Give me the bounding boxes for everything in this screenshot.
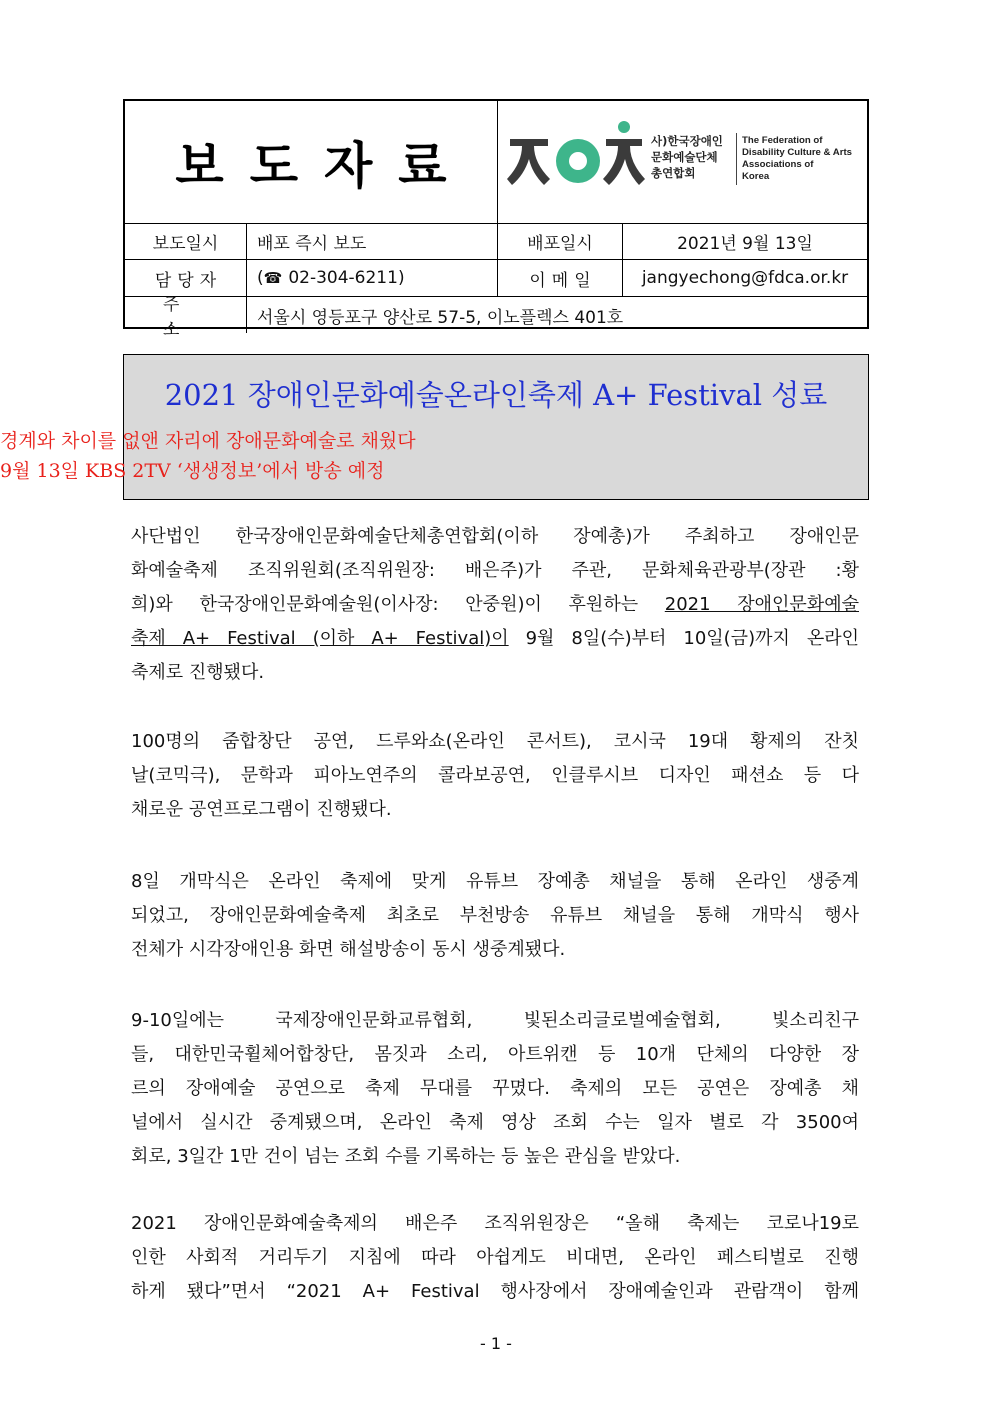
paragraph-4 <box>131 1004 859 1174</box>
line-segment: 9월 8일(수)부터 10일(금)까지 온라인 <box>508 628 859 649</box>
paragraph-1 <box>131 520 859 690</box>
paragraph-5 <box>131 1207 859 1309</box>
contact-value-cell <box>247 260 498 296</box>
release-date-value: 배포 즉시 보도 <box>247 223 498 259</box>
release-date-label: 보도일시 <box>125 223 247 259</box>
paragraph-line: 되었고, 장애인문화예술축제 최초로 부천방송 유튜브 채널을 통해 개막식 행사 <box>131 905 859 926</box>
header-top-row <box>125 101 867 224</box>
paragraph-line: 9-10일에는 국제장애인문화교류협회, 빛된소리글로벌예술협회, 빛소리친구 <box>131 1010 859 1031</box>
headline-subtitle-1: 경계와 차이를 없앤 자리에 장애문화예술로 채웠다 <box>0 430 416 452</box>
paragraph-line: 채로운 공연프로그램이 진행됐다. <box>131 799 392 820</box>
paragraph-3 <box>131 865 859 967</box>
logo-english-name: The Federation of Disability Culture & Arts Associations of Korea <box>742 135 852 182</box>
contact-prefix: ( <box>257 268 264 288</box>
email-value[interactable]: jangyechong@fdca.or.kr <box>641 268 849 288</box>
logo-divider <box>736 133 737 185</box>
page-number: - 1 - <box>480 1334 512 1353</box>
line-segment: 희)와 한국장애인문화예술원(이사장: 안중원)이 후원하는 <box>131 594 665 615</box>
address-label: 주소 <box>163 295 218 340</box>
address-value: 서울시 영등포구 양산로 57-5, 이노플렉스 401호 <box>257 307 624 328</box>
paragraph-line: 100명의 줌합창단 공연, 드루와쇼(온라인 콘서트), 코시국 19대 황제의 잔칫 <box>131 731 859 752</box>
headline-title: 2021 장애인문화예술온라인축제 A+ Festival 성료 <box>164 378 828 412</box>
email-label: 이메일 <box>529 270 597 291</box>
address-label-cell <box>125 295 247 340</box>
logo-korean-name: 사)한국장애인 문화예술단체 총연합회 <box>651 134 723 180</box>
paragraph-line: 화예술축제 조직위원회(조직위원장: 배은주)가 주관, 문화체육관광부(장관 :황 <box>131 560 859 581</box>
paragraph-line: 전체가 시각장애인용 화면 해설방송이 동시 생중계됐다. <box>131 939 566 960</box>
dist-date-label: 배포일시 <box>498 223 623 259</box>
organization-logo <box>498 101 867 223</box>
contact-value: 02-304-6211) <box>288 268 405 288</box>
press-release-header <box>123 99 869 340</box>
paragraph-line: 2021 장애인문화예술축제의 배은주 조직위원장은 “올해 축제는 코로나19로 <box>131 1213 859 1234</box>
paragraph-line: 인한 사회적 거리두기 지침에 따라 아쉽게도 비대면, 온라인 페스티벌로 진행 <box>131 1247 859 1268</box>
doc-title: 보도자료 <box>175 137 473 195</box>
dist-date-value: 2021년 9월 13일 <box>677 233 813 254</box>
info-row-address <box>125 295 867 340</box>
paragraph-line: 널에서 실시간 중계됐으며, 온라인 축제 영상 조회 수는 일자 별로 각 3500여 <box>131 1112 859 1133</box>
headline-subtitle-2: 9월 13일 KBS 2TV ‘생생정보’에서 방송 예정 <box>0 460 385 482</box>
paragraph-line: 날(코믹극), 문학과 피아노연주의 콜라보공연, 인클루시브 디자인 패션쇼 등 다 <box>131 765 859 786</box>
paragraph-line: 르의 장애예술 공연으로 축제 무대를 꾸몄다. 축제의 모든 공연은 장예총 채 <box>131 1078 859 1099</box>
paragraph-line: 하게 됐다”면서 “2021 A+ Festival 행사장에서 장애예술인과 관람객이 함께 <box>131 1281 859 1302</box>
title-cell <box>125 101 498 223</box>
paragraph-line: 사단법인 한국장애인문화예술단체총연합회(이하 장예총)가 주최하고 장애인문 <box>131 526 859 547</box>
paragraph-line <box>131 588 859 622</box>
festival-name-underlined: 2021 장애인문화예술 <box>664 594 859 615</box>
paragraph-line: 축제로 진행됐다. <box>131 662 265 683</box>
paragraph-line: 들, 대한민국휠체어합창단, 몸짓과 소리, 아트위캔 등 10개 단체의 다양한 장 <box>131 1044 859 1065</box>
email-label-cell <box>498 260 623 296</box>
info-row-dates <box>125 223 867 260</box>
phone-icon: ☎ <box>263 269 283 287</box>
paragraph-2 <box>131 725 859 827</box>
fdca-logo-icon <box>506 119 646 191</box>
festival-name-underlined: 축제 A+ Festival (이하 A+ Festival)이 <box>131 628 509 649</box>
paragraph-line: 회로, 3일간 1만 건이 넘는 조회 수를 기록하는 등 높은 관심을 받았다. <box>131 1146 681 1167</box>
paragraph-line <box>131 622 859 656</box>
contact-label: 담당자 <box>154 270 223 291</box>
paragraph-line: 8일 개막식은 온라인 축제에 맞게 유튜브 장예총 채널을 통해 온라인 생중계 <box>131 871 859 892</box>
